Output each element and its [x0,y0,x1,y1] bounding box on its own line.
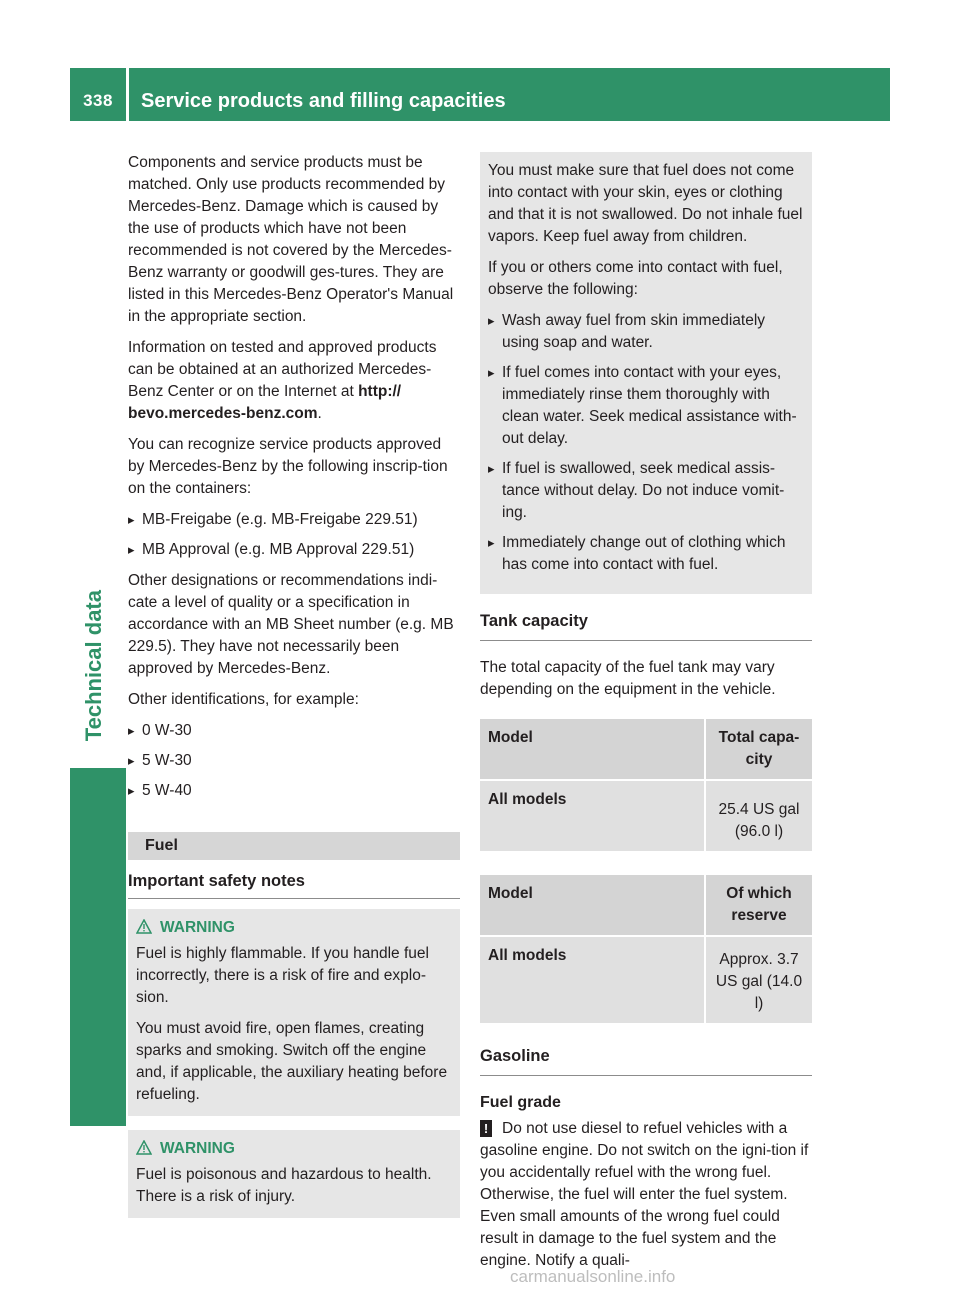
tank-capacity-text: The total capacity of the fuel tank may vary depending on the equipment in the vehicle. [480,659,776,698]
recognize-paragraph: You can recognize service products approved by Mercedes-Benz by the following inscrip-tion on the containers: [128,436,448,497]
warning-text: Fuel is highly flammable. If you handle fuel incorrectly, there is a risk of fire and explo-sion. [136,945,429,1006]
list-item: ▸ Immediately change out of clothing which has come into contact with fuel. [488,532,804,576]
table-row [480,719,812,781]
warning-text: Fuel is poisonous and hazardous to health. There is a risk of injury. [136,1166,432,1205]
warning-title [136,917,452,939]
list-item: ▸ MB Approval (e.g. MB Approval 229.51) [128,539,460,561]
side-tab-marker [70,768,126,1126]
warning-box-fire [128,909,460,1116]
info-end: . [317,405,322,422]
safety-heading: Important safety notes [128,870,460,899]
list-item: ▸ If fuel comes into contact with your eyes, immediately rinse them thoroughly with clean water. Seek medical assistance with-out delay. [488,362,804,450]
caution-icon: ! [480,1120,492,1137]
designations-paragraph: Other designations or recommendations indi-cate a level of quality or a specification in accordance with an MB Sheet number (e.g. MB 229.5). They have not necessarily been approved by Mercedes-Benz. [128,572,454,677]
fuel-grade-heading: Fuel grade [480,1094,561,1111]
list-item: ▸ Wash away fuel from skin immediately using soap and water. [488,310,804,354]
warning-box-poison [128,1130,460,1218]
contact-paragraph: If you or others come into contact with fuel, observe the following: [488,259,783,298]
fuel-contact-box [480,152,812,594]
list-item: ▸ If fuel is swallowed, seek medical assis-tance without delay. Do not induce vomit-ing. [488,458,804,524]
warning-title [136,1138,452,1160]
table-header-capacity: Total capa-city [706,719,812,781]
oil-list [128,720,460,802]
tank-capacity-heading: Tank capacity [480,610,812,641]
table-cell-model: All models [480,937,706,1023]
caution-text: Do not use diesel to refuel vehicles with a gasoline engine. Do not switch on the igni-tion if you accidentally refuel with the wrong fuel. Otherwise, the fuel will enter the fuel system. Even small amounts of the wrong fuel could result in damage to the fuel system and the engine. Notify a quali- [480,1120,809,1269]
warning-label: WARNING [160,919,235,936]
warning-label: WARNING [160,1140,235,1157]
approval-list [128,509,460,561]
caution-note [480,1118,812,1272]
table-cell-capacity: 25.4 US gal (96.0 l) [706,781,812,851]
list-item: ▸ 5 W-40 [128,780,460,802]
header-divider [126,68,129,121]
table-header-model: Model [480,875,706,937]
table-row [480,781,812,851]
table-header-reserve: Of which reserve [706,875,812,937]
side-tab-label: Technical data [81,590,106,742]
gasoline-heading: Gasoline [480,1045,812,1076]
section-title: Service products and filling capacities [141,90,506,112]
warning-triangle-icon [136,1140,152,1155]
first-aid-list [488,310,804,576]
identifications-paragraph: Other identifications, for example: [128,691,359,708]
table-row [480,875,812,937]
contact-paragraph: You must make sure that fuel does not come into contact with your skin, eyes or clothing and that it is not swallowed. Do not inhale fuel vapors. Keep fuel away from children. [488,162,803,245]
list-item: ▸ MB-Freigabe (e.g. MB-Freigabe 229.51) [128,509,460,531]
table-row [480,937,812,1023]
website-link[interactable]: http:// bevo.mercedes-benz.com [128,383,402,422]
info-text: Information on tested and approved products can be obtained at an authorized Mercedes-Benz Center or on the Internet at [128,339,437,400]
fuel-heading: Fuel [128,832,460,860]
intro-paragraph: Components and service products must be matched. Only use products recommended by Mercedes-Benz. Damage which is caused by the use of products which have not been recommended is not covered by the Mercedes-Benz warranty or goodwill ges-tures. They are listed in this Mercedes-Benz Operator's Manual in the appropriate section. [128,154,454,325]
table-header-model: Model [480,719,706,781]
watermark: carmanualsonline.info [510,1267,676,1286]
page-number: 338 [83,91,113,110]
info-paragraph [128,337,460,425]
list-item: ▸ 0 W-30 [128,720,460,742]
table-cell-model: All models [480,781,706,851]
table-cell-reserve: Approx. 3.7 US gal (14.0 l) [706,937,812,1023]
warning-text: You must avoid fire, open flames, creating sparks and smoking. Switch off the engine and, if applicable, the auxiliary heating before refueling. [136,1020,448,1103]
left-column [128,152,460,1218]
warning-triangle-icon [136,919,152,934]
total-capacity-table [480,719,812,851]
reserve-table [480,875,812,1023]
side-tab [76,590,120,760]
right-column [480,152,812,1281]
list-item: ▸ 5 W-30 [128,750,460,772]
